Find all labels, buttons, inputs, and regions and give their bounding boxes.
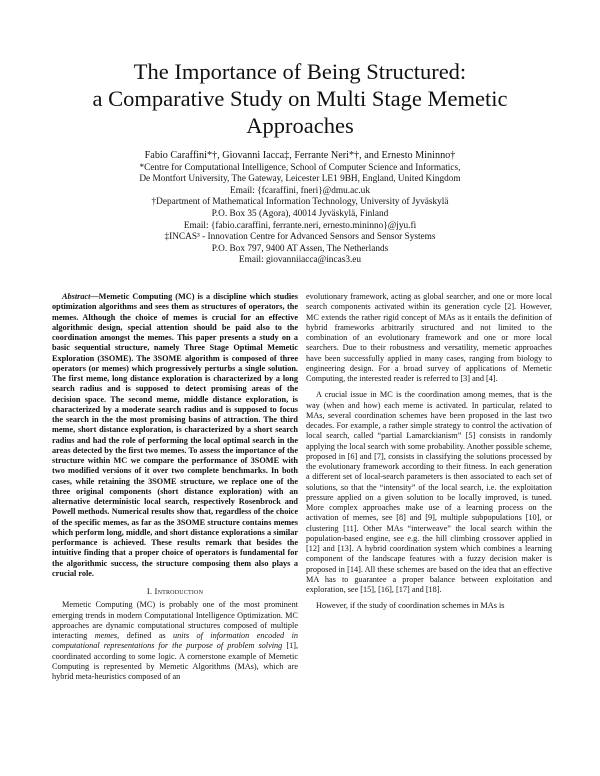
affiliation-2-email: Email: {fabio.caraffini, ferrante.neri, ernesto.mininno}@jyu.fi <box>183 220 417 231</box>
affiliation-3-line-1: ‡INCAS³ - Innovation Centre for Advanced Sensors and Sensor Systems <box>164 232 436 243</box>
title-line-2: a Comparative Study on Multi Stage Memetic <box>92 86 508 111</box>
abstract-label: Abstract <box>62 292 91 301</box>
affiliation-2-line-2: P.O. Box 35 (Agora), 40014 Jyväskylä, Finland <box>211 208 389 219</box>
title-line-3: Approaches <box>246 113 354 138</box>
affiliation-1-email: Email: {fcaraffini, fneri}@dmu.ac.uk <box>230 185 370 196</box>
abstract <box>52 292 298 579</box>
affiliation-1-line-2: De Montfort University, The Gateway, Leicester LE1 9BH, England, United Kingdom <box>139 174 461 185</box>
section-heading-introduction: I. Introduction <box>146 586 204 596</box>
author-names: Fabio Caraffini*†, Giovanni Iacca‡, Ferrante Neri*†, and Ernesto Mininno† <box>144 150 456 161</box>
affiliation-2-line-1: †Department of Mathematical Information Technology, University of Jyväskylä <box>151 197 449 208</box>
right-paragraph-2: A crucial issue in MC is the coordination among memes, that is the way (when and how) each meme is activated. In particular, related to MAs, several coordination schemes have been proposed in the last two decades. For example, a rather simple strategy to control the activation of local search, called “partial Lamarckianism” [5] consists in randomly applying the local search with some probability. Another possible scheme, proposed in [6] and [7], consists in classifying the solutions processed by the evolutionary framework according to their fitness. In each generation a different set of local-search parameters is then associated to each set of solutions, so that the “intensity” of the local search, i.e. the exploitation pressure applied on a given solution to be locally improved, is tuned. More complex approaches make use of a learning process on the activation of memes, see [8] and [9], multiple subpopulations [10], or clustering [11]. Other MAs “interweave” the local search within the population-based engine, see e.g. the hill climbing crossover applied in [12] and [13]. A hybrid coordination system which combines a learning component of the landscape features with a fuzzy decision maker is proposed in [14]. All these schemes are based on the idea that an effective MA has to guarantee a proper balance between exploitation and exploration, see [15], [16], [17] and [18]. <box>306 390 552 594</box>
abstract-text: —Memetic Computing (MC) is a discipline which studies optimization algorithms and sees them as structures of operators, the memes. Although the choice of memes is crucial for an effective algorithmic design, special attention should be paid also to the coordination amongst the memes. This paper presents a study on a basic sequential structure, namely Three Stage Optimal Memetic Exploration (3SOME). The 3SOME algorithm is composed of three operators (or memes) which progressively perturbs a single solution. The first meme, long distance exploration is characterized by a long search radius and is supposed to detect promising areas of the decision space. The second meme, middle distance exploration, is characterized by a moderate search radius and is supposed to focus the search in the the most promising basins of attraction. The third meme, short distance exploration, is characterized by a short search radius and had the role of performing the local optimal search in the areas detected by the first two memes. To assess the importance of the structure within MC we compare the performance of 3SOME with two modified versions of it over two complete benchmarks. In both cases, while retaining the 3SOME structure, we replace one of the three original components (short distance exploration) with an alternative deterministic local search, respectively Rosenbrock and Powell methods. Numerical results show that, regardless of the choice of the specific memes, as far as the 3SOME structure contains memes which perform long, middle, and short distance explorations a similar performance is achieved. These results remark that besides the intuitive finding that a proper choice of operators is fundamental for the algorithmic success, the structure composing them also plays a crucial role. <box>52 292 298 578</box>
left-column <box>52 292 298 682</box>
paper-title <box>40 58 560 139</box>
affiliation-3-line-2: P.O. Box 797, 9400 AT Assen, The Netherlands <box>211 243 389 254</box>
affiliation-3-email: Email: giovanniiacca@incas3.eu <box>238 255 362 266</box>
intro-paragraph-1: Memetic Computing (MC) is probably one of the most prominent emerging trends in modern Computational Intelligence Optimization. MC approaches are dynamic computational structures composed of multiple interacting memes, defined as units of information encoded in computational representations for the purpose of problem solving [1], coordinated according to some logic. A cornerstone example of Memetic Computing is represented by Memetic Algorithms (MAs), which are hybrid meta-heuristics composed of an <box>52 600 299 681</box>
author-affiliations <box>60 150 540 267</box>
right-paragraph-3: However, if the study of coordination schemes in MAs is <box>316 601 505 611</box>
right-column <box>306 292 552 612</box>
title-line-1: The Importance of Being Structured: <box>133 59 467 84</box>
affiliation-1-line-1: *Centre for Computational Intelligence, School of Computer Science and Informatics, <box>139 162 461 173</box>
right-paragraph-1: evolutionary framework, acting as global searcher, and one or more local search components activated within its generation cycle [2]. However, MC extends the rather rigid concept of MAs as it entails the definition of hybrid frameworks arbitrarily structured and not limited to the combination of an evolutionary framework and one or more local searchers. Due to their robustness and versatility, memetic approaches have been successfully applied in many cases, ranging from biology to engineering design. For a broad survey of applications of Memetic Computing, the interested reader is referred to [3] and [4]. <box>306 292 552 383</box>
